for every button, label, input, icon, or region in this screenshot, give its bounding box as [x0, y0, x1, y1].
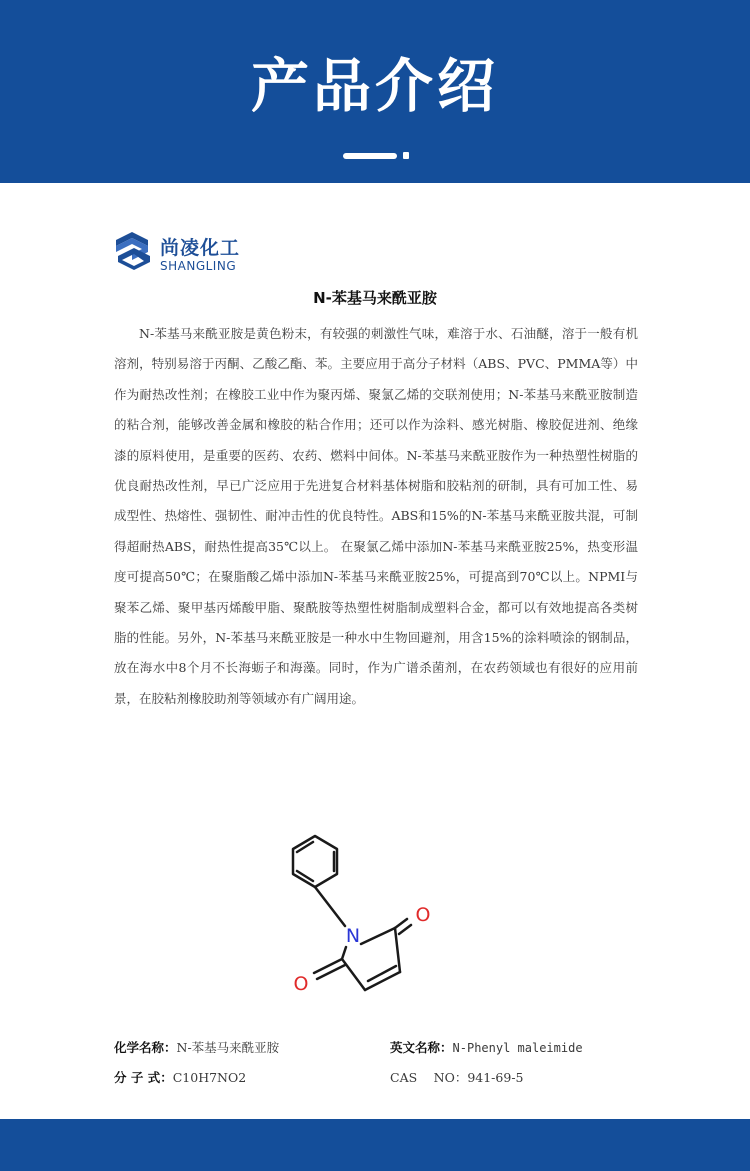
- header-banner: [0, 0, 750, 183]
- atom-o-label-top: O: [415, 904, 431, 926]
- atom-n-label: N: [345, 925, 361, 947]
- shangling-logo-icon: [114, 232, 152, 270]
- chem-name-row: [114, 1038, 279, 1056]
- logo-chinese-name: 尚凌化工: [160, 237, 241, 259]
- chemical-structure-diagram: [270, 825, 450, 1020]
- en-name-label: 英文名称：: [390, 1040, 453, 1055]
- en-name-value: N-Phenyl maleimide: [452, 1041, 583, 1055]
- cas-value: 941-69-5: [467, 1070, 524, 1085]
- title-underline: [343, 153, 397, 159]
- description-paragraph: N-苯基马来酰亚胺是黄色粉末，有较强的刺激性气味，难溶于水、石油醚，溶于一般有机溶剂，特别易溶于丙酮、乙酸乙酯、苯。主要应用于高分子材料（ABS、PVC、PMMA等）中作为耐热改性剂；在橡胶工业中作为聚丙烯、聚氯乙烯的交联剂使用；N-苯基马来酰亚胺制造的粘合剂，能够改善金属和橡胶的粘合作用；还可以作为涂料、感光树脂、橡胶促进剂、绝缘漆的原料使用，是重要的医药、农药、燃料中间体。N-苯基马来酰亚胺作为一种热塑性树脂的优良耐热改性剂，早已广泛应用于先进复合材料基体树脂和胶粘剂的研制，具有可加工性、易成型性、热熔性、强韧性、耐冲击性的优良特性。ABS和15%的N-苯基马来酰亚胺共混，可制得超耐热ABS，耐热性提高35℃以上。 在聚氯乙烯中添加N-苯基马来酰亚胺25%，热变形温度可提高50℃；在聚脂酸乙烯中添加N-苯基马来酰亚胺25%，可提高到70℃以上。NPMI与聚苯乙烯、聚甲基丙烯酸甲脂、聚酰胺等热塑性树脂制成塑料合金，都可以有效地提高各类树脂的性能。另外，N-苯基马来酰亚胺是一种水中生物回避剂，用含15%的涂料喷涂的钢制品，放在海水中8个月不长海蛎子和海藻。同时，作为广谱杀菌剂，在农药领域也有很好的应用前景，在胶粘剂橡胶助剂等领域亦有广阔用途。: [114, 326, 638, 706]
- chem-name-label: 化学名称：: [114, 1040, 177, 1055]
- title-underline-dot: [403, 152, 409, 159]
- company-logo: [114, 230, 254, 275]
- formula-value: C10H7NO2: [172, 1070, 247, 1085]
- cas-row: [390, 1068, 524, 1086]
- page-title: 产品介绍: [250, 52, 499, 120]
- cas-label: CAS NO：: [390, 1070, 468, 1085]
- formula-label: 分 子 式：: [114, 1070, 173, 1085]
- atom-o-label-bottom: O: [293, 973, 309, 995]
- formula-row: [114, 1068, 246, 1086]
- chem-name-value: N-苯基马来酰亚胺: [176, 1040, 280, 1055]
- footer-banner: [0, 1119, 750, 1171]
- en-name-row: [390, 1038, 583, 1056]
- document-title: N-苯基马来酰亚胺: [313, 289, 437, 307]
- logo-english-name: SHANGLING: [160, 259, 237, 273]
